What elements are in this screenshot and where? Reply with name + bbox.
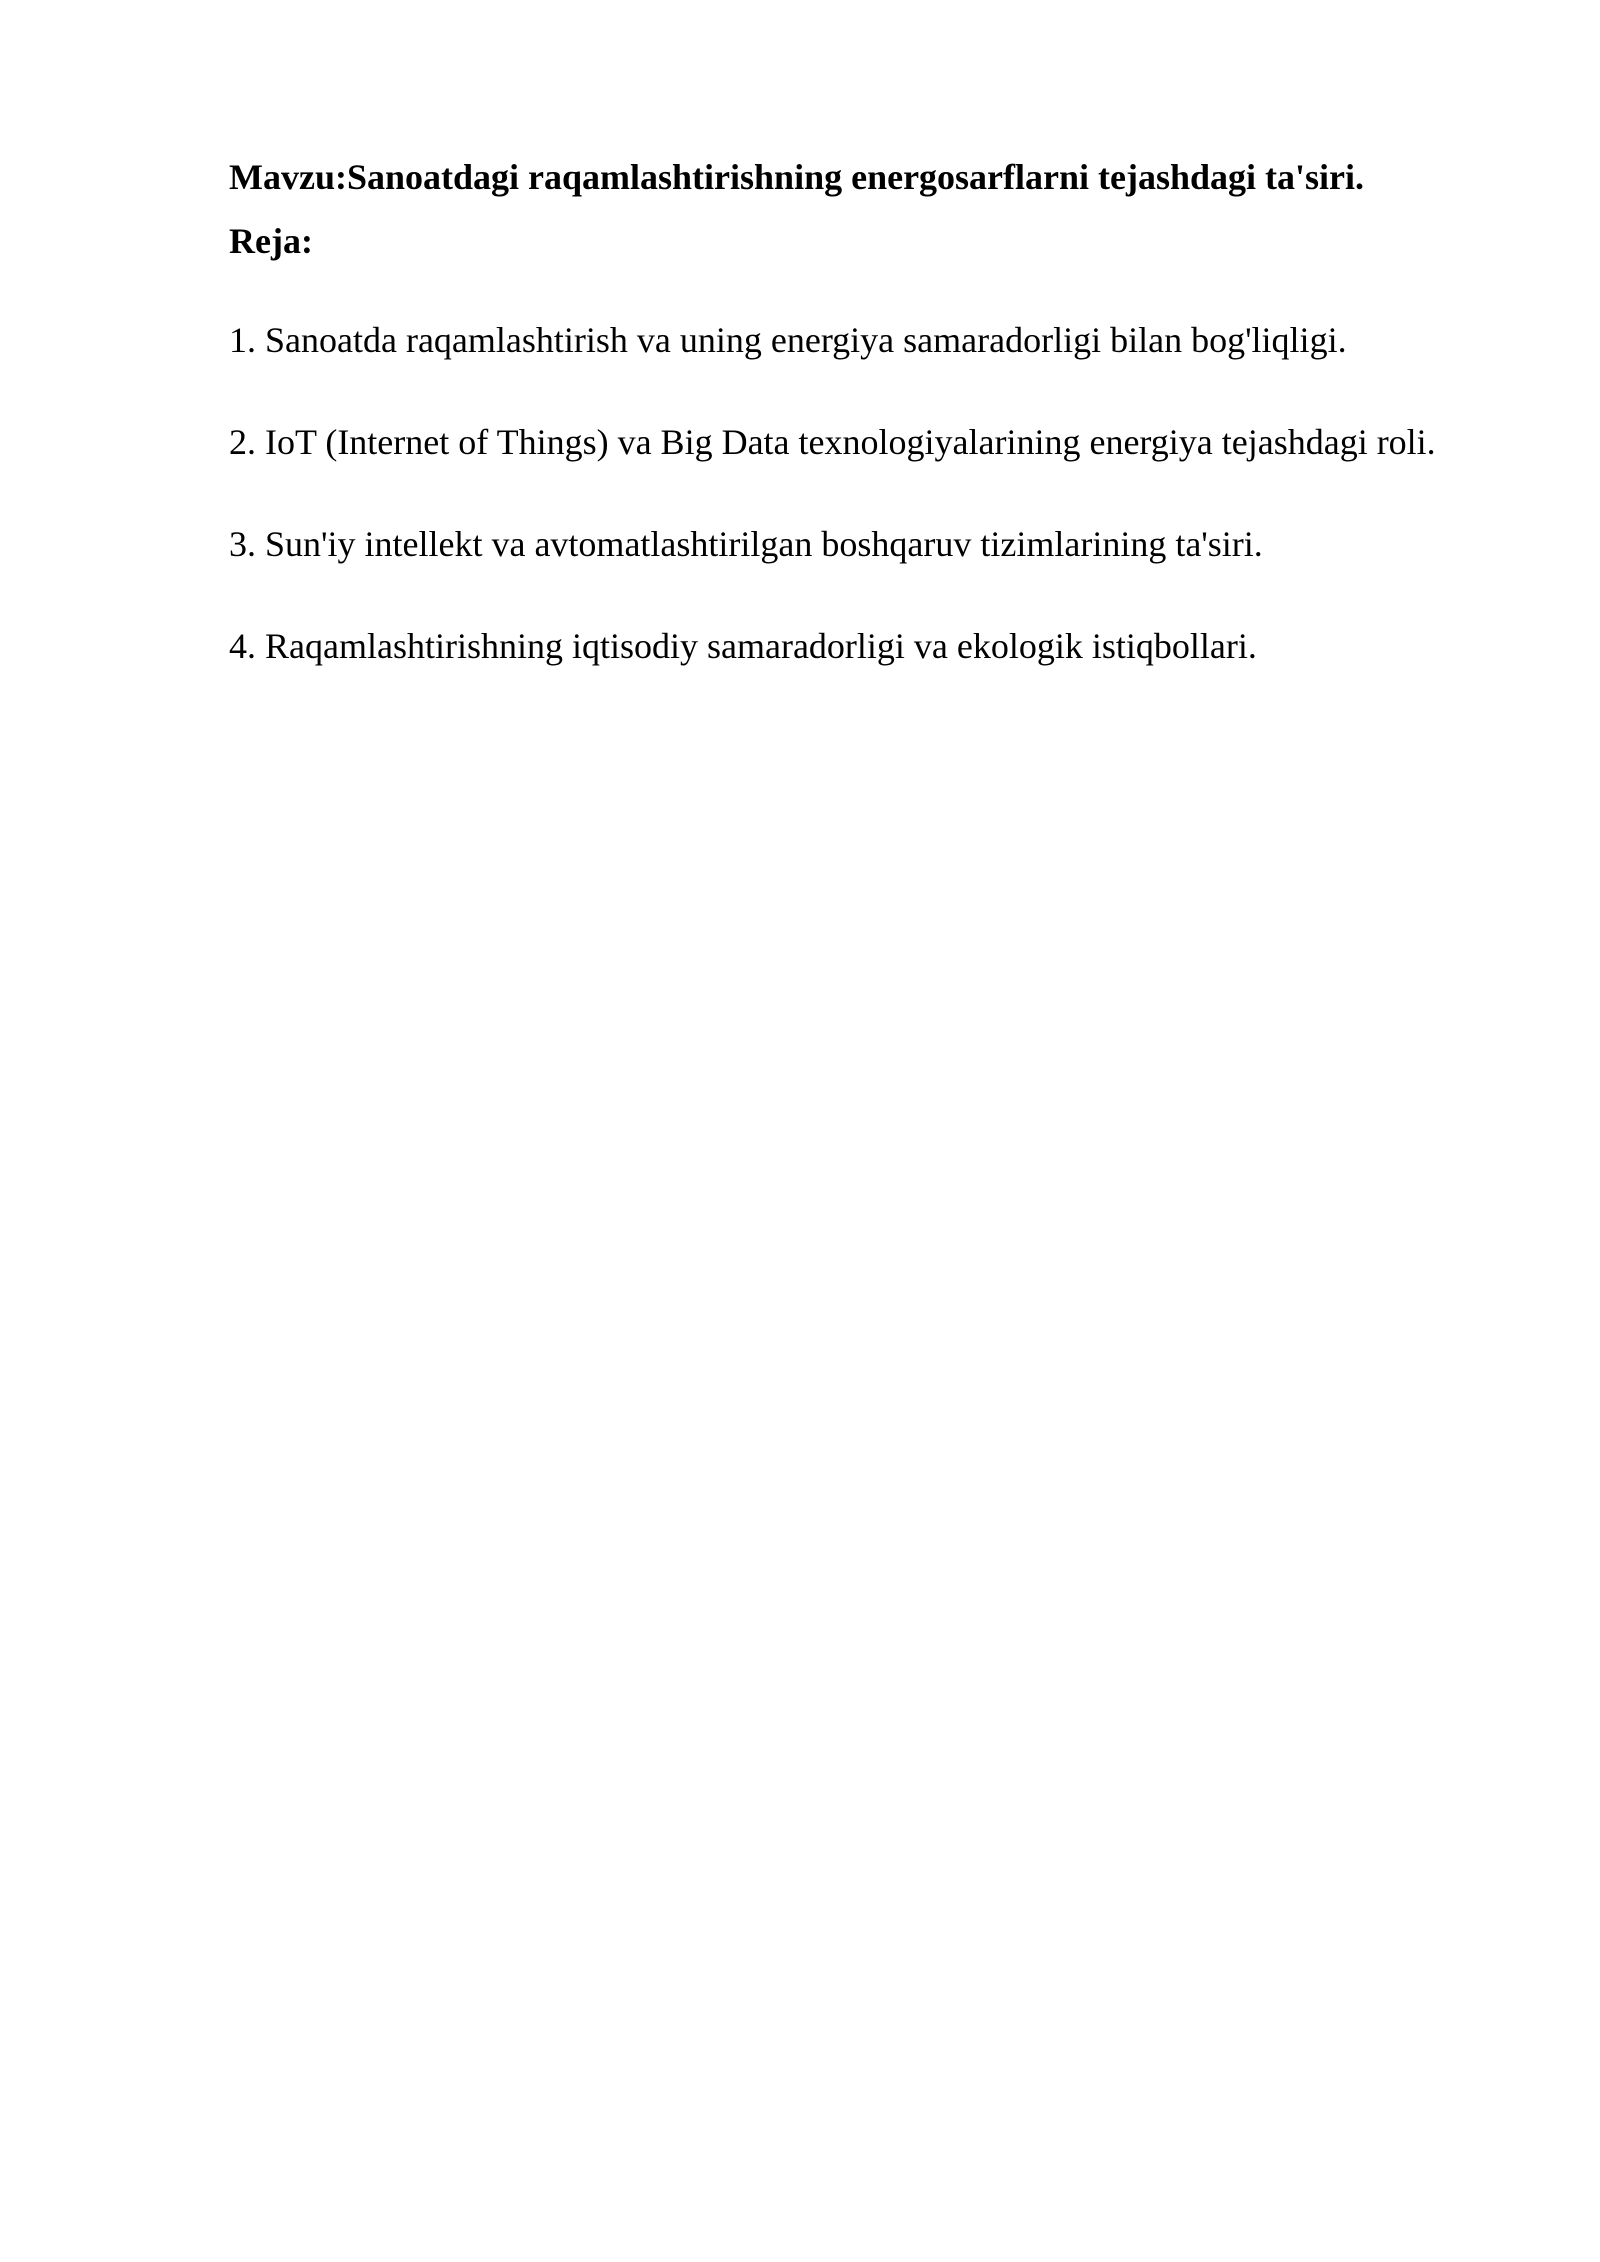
plan-item-4: 4. Raqamlashtirishning iqtisodiy samaradorligi va ekologik istiqbollari. — [229, 626, 1257, 666]
document-title: Mavzu:Sanoatdagi raqamlashtirishning energosarflarni tejashdagi ta'siri. — [229, 157, 1365, 197]
plan-item-3: 3. Sun'iy intellekt va avtomatlashtirilgan boshqaruv tizimlarining ta'siri. — [229, 524, 1263, 564]
plan-heading: Reja: — [229, 221, 313, 261]
plan-list — [229, 308, 1486, 678]
document-page — [229, 150, 1486, 678]
plan-item-1: 1. Sanoatda raqamlashtirish va uning energiya samaradorligi bilan bog'liqligi. — [229, 320, 1347, 360]
plan-item-2: 2. IoT (Internet of Things) va Big Data texnologiyalarining energiya tejashdagi roli. — [229, 422, 1436, 462]
